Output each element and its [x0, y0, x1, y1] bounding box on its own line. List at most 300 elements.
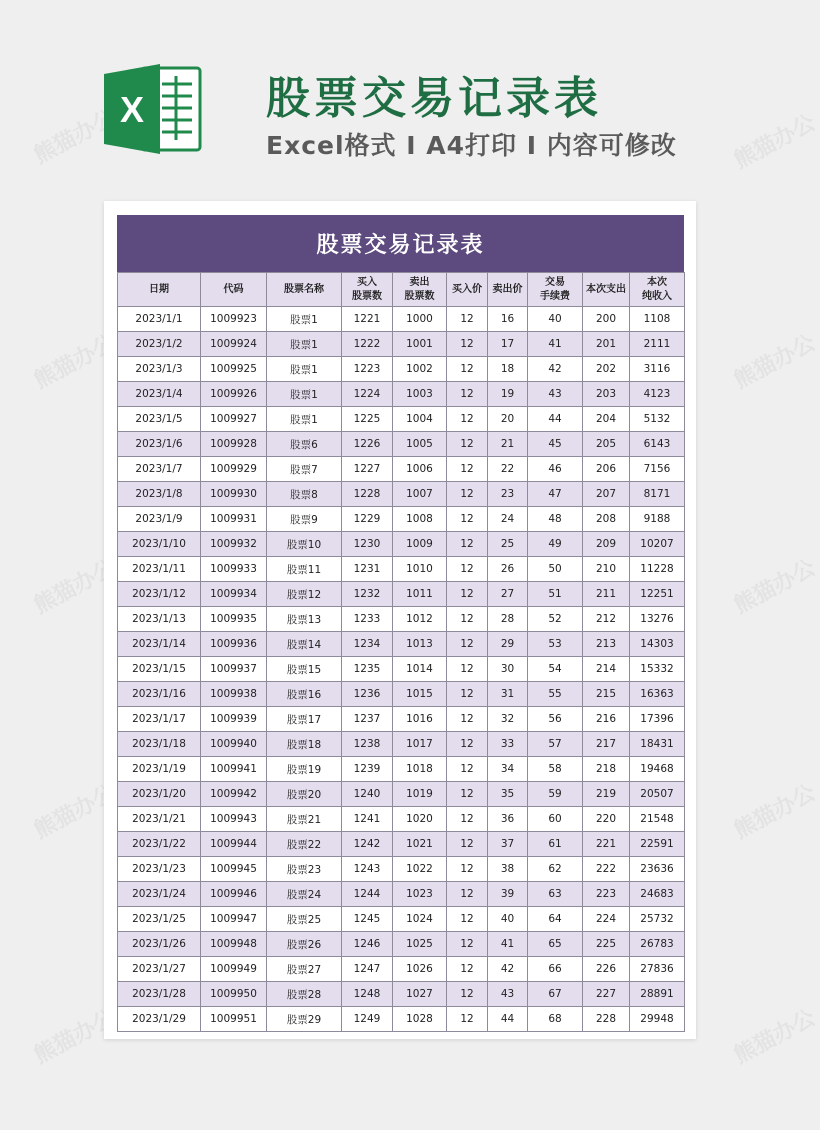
table-cell[interactable]: 股票17	[267, 707, 342, 732]
table-cell[interactable]: 47	[528, 482, 583, 507]
table-cell[interactable]: 14303	[630, 632, 685, 657]
table-cell[interactable]: 12	[447, 482, 488, 507]
table-cell[interactable]: 12	[447, 582, 488, 607]
table-cell[interactable]: 2023/1/19	[118, 757, 201, 782]
table-cell[interactable]: 12	[447, 407, 488, 432]
table-cell[interactable]: 1028	[393, 1007, 447, 1032]
table-cell[interactable]: 219	[583, 782, 630, 807]
table-cell[interactable]: 12251	[630, 582, 685, 607]
table-cell[interactable]: 1013	[393, 632, 447, 657]
table-cell[interactable]: 1249	[342, 1007, 393, 1032]
watermark: 熊猫办公	[730, 555, 820, 619]
table-cell[interactable]: 股票6	[267, 432, 342, 457]
table-cell[interactable]: 2023/1/14	[118, 632, 201, 657]
table-cell[interactable]: 1009930	[201, 482, 267, 507]
table-row	[118, 307, 685, 332]
table-cell[interactable]: 1236	[342, 682, 393, 707]
table-cell[interactable]: 1014	[393, 657, 447, 682]
table-cell[interactable]: 股票1	[267, 407, 342, 432]
table-cell[interactable]: 1221	[342, 307, 393, 332]
watermark: 熊猫办公	[730, 330, 820, 394]
table-cell[interactable]: 1017	[393, 732, 447, 757]
table-cell[interactable]: 股票18	[267, 732, 342, 757]
table-cell[interactable]: 1229	[342, 507, 393, 532]
table-cell[interactable]: 2111	[630, 332, 685, 357]
table-cell[interactable]: 1016	[393, 707, 447, 732]
table-cell[interactable]: 2023/1/13	[118, 607, 201, 632]
table-cell[interactable]: 1233	[342, 607, 393, 632]
table-cell[interactable]: 12	[447, 332, 488, 357]
table-cell[interactable]: 2023/1/21	[118, 807, 201, 832]
table-cell[interactable]: 42	[528, 357, 583, 382]
table-cell[interactable]: 1009925	[201, 357, 267, 382]
table-cell[interactable]: 1008	[393, 507, 447, 532]
table-cell[interactable]: 股票1	[267, 332, 342, 357]
table-cell[interactable]: 23636	[630, 857, 685, 882]
table-cell[interactable]: 18431	[630, 732, 685, 757]
table-cell[interactable]: 股票13	[267, 607, 342, 632]
table-cell[interactable]: 13276	[630, 607, 685, 632]
table-cell[interactable]: 1006	[393, 457, 447, 482]
table-cell[interactable]: 20507	[630, 782, 685, 807]
table-cell[interactable]: 1237	[342, 707, 393, 732]
table-cell[interactable]: 1248	[342, 982, 393, 1007]
table-cell[interactable]: 股票21	[267, 807, 342, 832]
table-cell[interactable]: 53	[528, 632, 583, 657]
table-cell[interactable]: 1223	[342, 357, 393, 382]
table-cell[interactable]: 1246	[342, 932, 393, 957]
table-cell[interactable]: 25	[488, 532, 528, 557]
table-cell[interactable]: 57	[528, 732, 583, 757]
table-cell[interactable]: 39	[488, 882, 528, 907]
table-cell[interactable]: 26	[488, 557, 528, 582]
table-cell[interactable]: 12	[447, 682, 488, 707]
table-cell[interactable]: 203	[583, 382, 630, 407]
table-cell[interactable]: 2023/1/22	[118, 832, 201, 857]
table-cell[interactable]: 36	[488, 807, 528, 832]
table-cell[interactable]: 1235	[342, 657, 393, 682]
table-cell[interactable]: 220	[583, 807, 630, 832]
table-cell[interactable]: 2023/1/9	[118, 507, 201, 532]
table-cell[interactable]: 4123	[630, 382, 685, 407]
table-cell[interactable]: 40	[528, 307, 583, 332]
table-cell[interactable]: 1009944	[201, 832, 267, 857]
table-cell[interactable]: 7156	[630, 457, 685, 482]
table-cell[interactable]: 1245	[342, 907, 393, 932]
table-cell[interactable]: 40	[488, 907, 528, 932]
table-cell[interactable]: 218	[583, 757, 630, 782]
table-cell[interactable]: 1009931	[201, 507, 267, 532]
table-cell[interactable]: 1241	[342, 807, 393, 832]
table-cell[interactable]: 216	[583, 707, 630, 732]
table-cell[interactable]: 50	[528, 557, 583, 582]
table-cell[interactable]: 1247	[342, 957, 393, 982]
table-cell[interactable]: 1026	[393, 957, 447, 982]
table-cell[interactable]: 44	[488, 1007, 528, 1032]
table-cell[interactable]: 1023	[393, 882, 447, 907]
table-cell[interactable]: 2023/1/23	[118, 857, 201, 882]
table-cell[interactable]: 12	[447, 807, 488, 832]
table-cell[interactable]: 49	[528, 532, 583, 557]
watermark: 熊猫办公	[730, 780, 820, 844]
table-cell[interactable]: 2023/1/11	[118, 557, 201, 582]
table-cell[interactable]: 12	[447, 1007, 488, 1032]
table-cell[interactable]: 1009951	[201, 1007, 267, 1032]
table-cell[interactable]: 66	[528, 957, 583, 982]
table-cell[interactable]: 16	[488, 307, 528, 332]
table-cell[interactable]: 27	[488, 582, 528, 607]
table-cell[interactable]: 1009934	[201, 582, 267, 607]
column-header: 卖出价	[488, 273, 528, 307]
table-cell[interactable]: 38	[488, 857, 528, 882]
table-cell[interactable]: 212	[583, 607, 630, 632]
table-cell[interactable]: 10207	[630, 532, 685, 557]
table-cell[interactable]: 41	[488, 932, 528, 957]
table-cell[interactable]: 1000	[393, 307, 447, 332]
table-cell[interactable]: 225	[583, 932, 630, 957]
table-cell[interactable]: 1009939	[201, 707, 267, 732]
table-cell[interactable]: 56	[528, 707, 583, 732]
table-cell[interactable]: 1009936	[201, 632, 267, 657]
table-cell[interactable]: 6143	[630, 432, 685, 457]
table-cell[interactable]: 1009929	[201, 457, 267, 482]
table-cell[interactable]: 226	[583, 957, 630, 982]
table-cell[interactable]: 1240	[342, 782, 393, 807]
table-cell[interactable]: 42	[488, 957, 528, 982]
table-cell[interactable]: 2023/1/3	[118, 357, 201, 382]
table-cell[interactable]: 1108	[630, 307, 685, 332]
table-cell[interactable]: 48	[528, 507, 583, 532]
table-cell[interactable]: 1231	[342, 557, 393, 582]
table-cell[interactable]: 12	[447, 507, 488, 532]
table-cell[interactable]: 2023/1/18	[118, 732, 201, 757]
table-cell[interactable]: 2023/1/10	[118, 532, 201, 557]
table-cell[interactable]: 213	[583, 632, 630, 657]
table-cell[interactable]: 股票10	[267, 532, 342, 557]
table-cell[interactable]: 股票14	[267, 632, 342, 657]
table-cell[interactable]: 16363	[630, 682, 685, 707]
table-cell[interactable]: 208	[583, 507, 630, 532]
table-cell[interactable]: 2023/1/12	[118, 582, 201, 607]
table-cell[interactable]: 207	[583, 482, 630, 507]
table-cell[interactable]: 35	[488, 782, 528, 807]
table-cell[interactable]: 12	[447, 307, 488, 332]
table-cell[interactable]: 44	[528, 407, 583, 432]
table-cell[interactable]: 1238	[342, 732, 393, 757]
table-cell[interactable]: 214	[583, 657, 630, 682]
table-cell[interactable]: 1224	[342, 382, 393, 407]
table-cell[interactable]: 1009933	[201, 557, 267, 582]
table-cell[interactable]: 1009950	[201, 982, 267, 1007]
table-cell[interactable]: 1226	[342, 432, 393, 457]
table-cell[interactable]: 股票11	[267, 557, 342, 582]
table-cell[interactable]: 1009926	[201, 382, 267, 407]
table-cell[interactable]: 12	[447, 532, 488, 557]
table-cell[interactable]: 2023/1/28	[118, 982, 201, 1007]
table-cell[interactable]: 2023/1/6	[118, 432, 201, 457]
table-row	[118, 632, 685, 657]
table-cell[interactable]: 17396	[630, 707, 685, 732]
table-cell[interactable]: 24683	[630, 882, 685, 907]
table-cell[interactable]: 2023/1/1	[118, 307, 201, 332]
table-cell[interactable]: 股票9	[267, 507, 342, 532]
table-cell[interactable]: 1002	[393, 357, 447, 382]
table-cell[interactable]: 215	[583, 682, 630, 707]
table-cell[interactable]: 59	[528, 782, 583, 807]
table-cell[interactable]: 股票1	[267, 307, 342, 332]
table-cell[interactable]: 211	[583, 582, 630, 607]
table-cell[interactable]: 18	[488, 357, 528, 382]
table-cell[interactable]: 22591	[630, 832, 685, 857]
table-cell[interactable]: 股票27	[267, 957, 342, 982]
table-cell[interactable]: 34	[488, 757, 528, 782]
table-cell[interactable]: 股票7	[267, 457, 342, 482]
table-cell[interactable]: 股票22	[267, 832, 342, 857]
table-cell[interactable]: 1003	[393, 382, 447, 407]
table-cell[interactable]: 1225	[342, 407, 393, 432]
table-cell[interactable]: 股票28	[267, 982, 342, 1007]
table-cell[interactable]: 46	[528, 457, 583, 482]
table-cell[interactable]: 12	[447, 957, 488, 982]
table-cell[interactable]: 43	[488, 982, 528, 1007]
table-cell[interactable]: 205	[583, 432, 630, 457]
table-cell[interactable]: 1024	[393, 907, 447, 932]
table-cell[interactable]: 股票8	[267, 482, 342, 507]
table-cell[interactable]: 股票1	[267, 357, 342, 382]
table-cell[interactable]: 股票19	[267, 757, 342, 782]
table-cell[interactable]: 2023/1/27	[118, 957, 201, 982]
table-cell[interactable]: 1244	[342, 882, 393, 907]
table-cell[interactable]: 12	[447, 832, 488, 857]
table-cell[interactable]: 21	[488, 432, 528, 457]
table-cell[interactable]: 221	[583, 832, 630, 857]
table-cell[interactable]: 61	[528, 832, 583, 857]
table-cell[interactable]: 12	[447, 432, 488, 457]
table-cell[interactable]: 2023/1/16	[118, 682, 201, 707]
table-cell[interactable]: 11228	[630, 557, 685, 582]
table-cell[interactable]: 1015	[393, 682, 447, 707]
table-cell[interactable]: 12	[447, 732, 488, 757]
table-cell[interactable]: 23	[488, 482, 528, 507]
table-cell[interactable]: 12	[447, 657, 488, 682]
table-cell[interactable]: 22	[488, 457, 528, 482]
table-cell[interactable]: 12	[447, 607, 488, 632]
table-cell[interactable]: 12	[447, 632, 488, 657]
table-cell[interactable]: 12	[447, 557, 488, 582]
table-cell[interactable]: 1228	[342, 482, 393, 507]
table-cell[interactable]: 68	[528, 1007, 583, 1032]
table-cell[interactable]: 223	[583, 882, 630, 907]
table-cell[interactable]: 1009945	[201, 857, 267, 882]
table-cell[interactable]: 2023/1/8	[118, 482, 201, 507]
table-cell[interactable]: 2023/1/26	[118, 932, 201, 957]
table-cell[interactable]: 8171	[630, 482, 685, 507]
table-cell[interactable]: 33	[488, 732, 528, 757]
table-cell[interactable]: 2023/1/20	[118, 782, 201, 807]
table-cell[interactable]: 1007	[393, 482, 447, 507]
table-cell[interactable]: 31	[488, 682, 528, 707]
table-cell[interactable]: 43	[528, 382, 583, 407]
table-cell[interactable]: 1009941	[201, 757, 267, 782]
table-cell[interactable]: 209	[583, 532, 630, 557]
table-cell[interactable]: 12	[447, 907, 488, 932]
table-cell[interactable]: 12	[447, 707, 488, 732]
table-cell[interactable]: 30	[488, 657, 528, 682]
table-cell[interactable]: 201	[583, 332, 630, 357]
table-cell[interactable]: 2023/1/2	[118, 332, 201, 357]
table-cell[interactable]: 210	[583, 557, 630, 582]
table-cell[interactable]: 65	[528, 932, 583, 957]
table-cell[interactable]: 1009927	[201, 407, 267, 432]
table-cell[interactable]: 202	[583, 357, 630, 382]
table-cell[interactable]: 1239	[342, 757, 393, 782]
table-cell[interactable]: 1027	[393, 982, 447, 1007]
table-cell[interactable]: 1009924	[201, 332, 267, 357]
table-cell[interactable]: 19	[488, 382, 528, 407]
table-cell[interactable]: 29	[488, 632, 528, 657]
table-cell[interactable]: 1009947	[201, 907, 267, 932]
table-cell[interactable]: 3116	[630, 357, 685, 382]
table-cell[interactable]: 60	[528, 807, 583, 832]
table-cell[interactable]: 1232	[342, 582, 393, 607]
table-cell[interactable]: 25732	[630, 907, 685, 932]
table-cell[interactable]: 股票20	[267, 782, 342, 807]
table-cell[interactable]: 股票15	[267, 657, 342, 682]
table-cell[interactable]: 1234	[342, 632, 393, 657]
table-cell[interactable]: 2023/1/24	[118, 882, 201, 907]
table-cell[interactable]: 1004	[393, 407, 447, 432]
table-cell[interactable]: 1009937	[201, 657, 267, 682]
table-cell[interactable]: 12	[447, 857, 488, 882]
table-cell[interactable]: 224	[583, 907, 630, 932]
table-cell[interactable]: 58	[528, 757, 583, 782]
table-cell[interactable]: 1243	[342, 857, 393, 882]
table-cell[interactable]: 26783	[630, 932, 685, 957]
table-cell[interactable]: 2023/1/17	[118, 707, 201, 732]
table-cell[interactable]: 1022	[393, 857, 447, 882]
column-header: 本次支出	[583, 273, 630, 307]
table-cell[interactable]: 1222	[342, 332, 393, 357]
table-cell[interactable]: 1012	[393, 607, 447, 632]
table-cell[interactable]: 1025	[393, 932, 447, 957]
table-cell[interactable]: 20	[488, 407, 528, 432]
table-cell[interactable]: 股票1	[267, 382, 342, 407]
table-cell[interactable]: 9188	[630, 507, 685, 532]
table-cell[interactable]: 1011	[393, 582, 447, 607]
table-cell[interactable]: 1009938	[201, 682, 267, 707]
table-cell[interactable]: 62	[528, 857, 583, 882]
table-cell[interactable]: 5132	[630, 407, 685, 432]
table-cell[interactable]: 206	[583, 457, 630, 482]
table-cell[interactable]: 37	[488, 832, 528, 857]
table-cell[interactable]: 27836	[630, 957, 685, 982]
table-cell[interactable]: 55	[528, 682, 583, 707]
table-cell[interactable]: 1009923	[201, 307, 267, 332]
table-cell[interactable]: 2023/1/25	[118, 907, 201, 932]
table-cell[interactable]: 股票16	[267, 682, 342, 707]
table-cell[interactable]: 28891	[630, 982, 685, 1007]
table-cell[interactable]: 股票29	[267, 1007, 342, 1032]
table-cell[interactable]: 200	[583, 307, 630, 332]
table-cell[interactable]: 204	[583, 407, 630, 432]
table-cell[interactable]: 1009932	[201, 532, 267, 557]
table-cell[interactable]: 1009943	[201, 807, 267, 832]
table-cell[interactable]: 1019	[393, 782, 447, 807]
table-cell[interactable]: 1009	[393, 532, 447, 557]
table-cell[interactable]: 1009928	[201, 432, 267, 457]
table-cell[interactable]: 64	[528, 907, 583, 932]
table-cell[interactable]: 1005	[393, 432, 447, 457]
table-cell[interactable]: 15332	[630, 657, 685, 682]
table-cell[interactable]: 24	[488, 507, 528, 532]
table-cell[interactable]: 12	[447, 882, 488, 907]
table-cell[interactable]: 1009935	[201, 607, 267, 632]
table-cell[interactable]: 21548	[630, 807, 685, 832]
table-cell[interactable]: 股票24	[267, 882, 342, 907]
table-cell[interactable]: 股票26	[267, 932, 342, 957]
table-cell[interactable]: 2023/1/4	[118, 382, 201, 407]
table-cell[interactable]: 52	[528, 607, 583, 632]
table-cell[interactable]: 1001	[393, 332, 447, 357]
table-cell[interactable]: 217	[583, 732, 630, 757]
table-cell[interactable]: 12	[447, 457, 488, 482]
table-cell[interactable]: 12	[447, 782, 488, 807]
table-cell[interactable]: 1009948	[201, 932, 267, 957]
table-cell[interactable]: 228	[583, 1007, 630, 1032]
table-cell[interactable]: 63	[528, 882, 583, 907]
svg-text:X: X	[119, 89, 145, 130]
table-cell[interactable]: 1009940	[201, 732, 267, 757]
table-cell[interactable]: 1227	[342, 457, 393, 482]
table-row	[118, 957, 685, 982]
table-cell[interactable]: 股票23	[267, 857, 342, 882]
table-cell[interactable]: 19468	[630, 757, 685, 782]
table-row	[118, 832, 685, 857]
table-cell[interactable]: 1021	[393, 832, 447, 857]
table-cell[interactable]: 222	[583, 857, 630, 882]
table-cell[interactable]: 227	[583, 982, 630, 1007]
table-cell[interactable]: 45	[528, 432, 583, 457]
table-cell[interactable]: 54	[528, 657, 583, 682]
table-cell[interactable]: 29948	[630, 1007, 685, 1032]
table-cell[interactable]: 2023/1/5	[118, 407, 201, 432]
table-cell[interactable]: 28	[488, 607, 528, 632]
table-cell[interactable]: 股票12	[267, 582, 342, 607]
table-cell[interactable]: 1242	[342, 832, 393, 857]
table-cell[interactable]: 12	[447, 982, 488, 1007]
table-cell[interactable]: 1010	[393, 557, 447, 582]
table-cell[interactable]: 2023/1/29	[118, 1007, 201, 1032]
table-cell[interactable]: 67	[528, 982, 583, 1007]
table-cell[interactable]: 51	[528, 582, 583, 607]
table-cell[interactable]: 1018	[393, 757, 447, 782]
table-cell[interactable]: 2023/1/7	[118, 457, 201, 482]
table-cell[interactable]: 41	[528, 332, 583, 357]
table-cell[interactable]: 1020	[393, 807, 447, 832]
table-cell[interactable]: 12	[447, 757, 488, 782]
table-cell[interactable]: 17	[488, 332, 528, 357]
table-cell[interactable]: 1230	[342, 532, 393, 557]
table-cell[interactable]: 2023/1/15	[118, 657, 201, 682]
table-cell[interactable]: 12	[447, 357, 488, 382]
table-cell[interactable]: 32	[488, 707, 528, 732]
table-cell[interactable]: 股票25	[267, 907, 342, 932]
table-cell[interactable]: 12	[447, 382, 488, 407]
table-cell[interactable]: 12	[447, 932, 488, 957]
table-cell[interactable]: 1009949	[201, 957, 267, 982]
table-cell[interactable]: 1009946	[201, 882, 267, 907]
table-cell[interactable]: 1009942	[201, 782, 267, 807]
